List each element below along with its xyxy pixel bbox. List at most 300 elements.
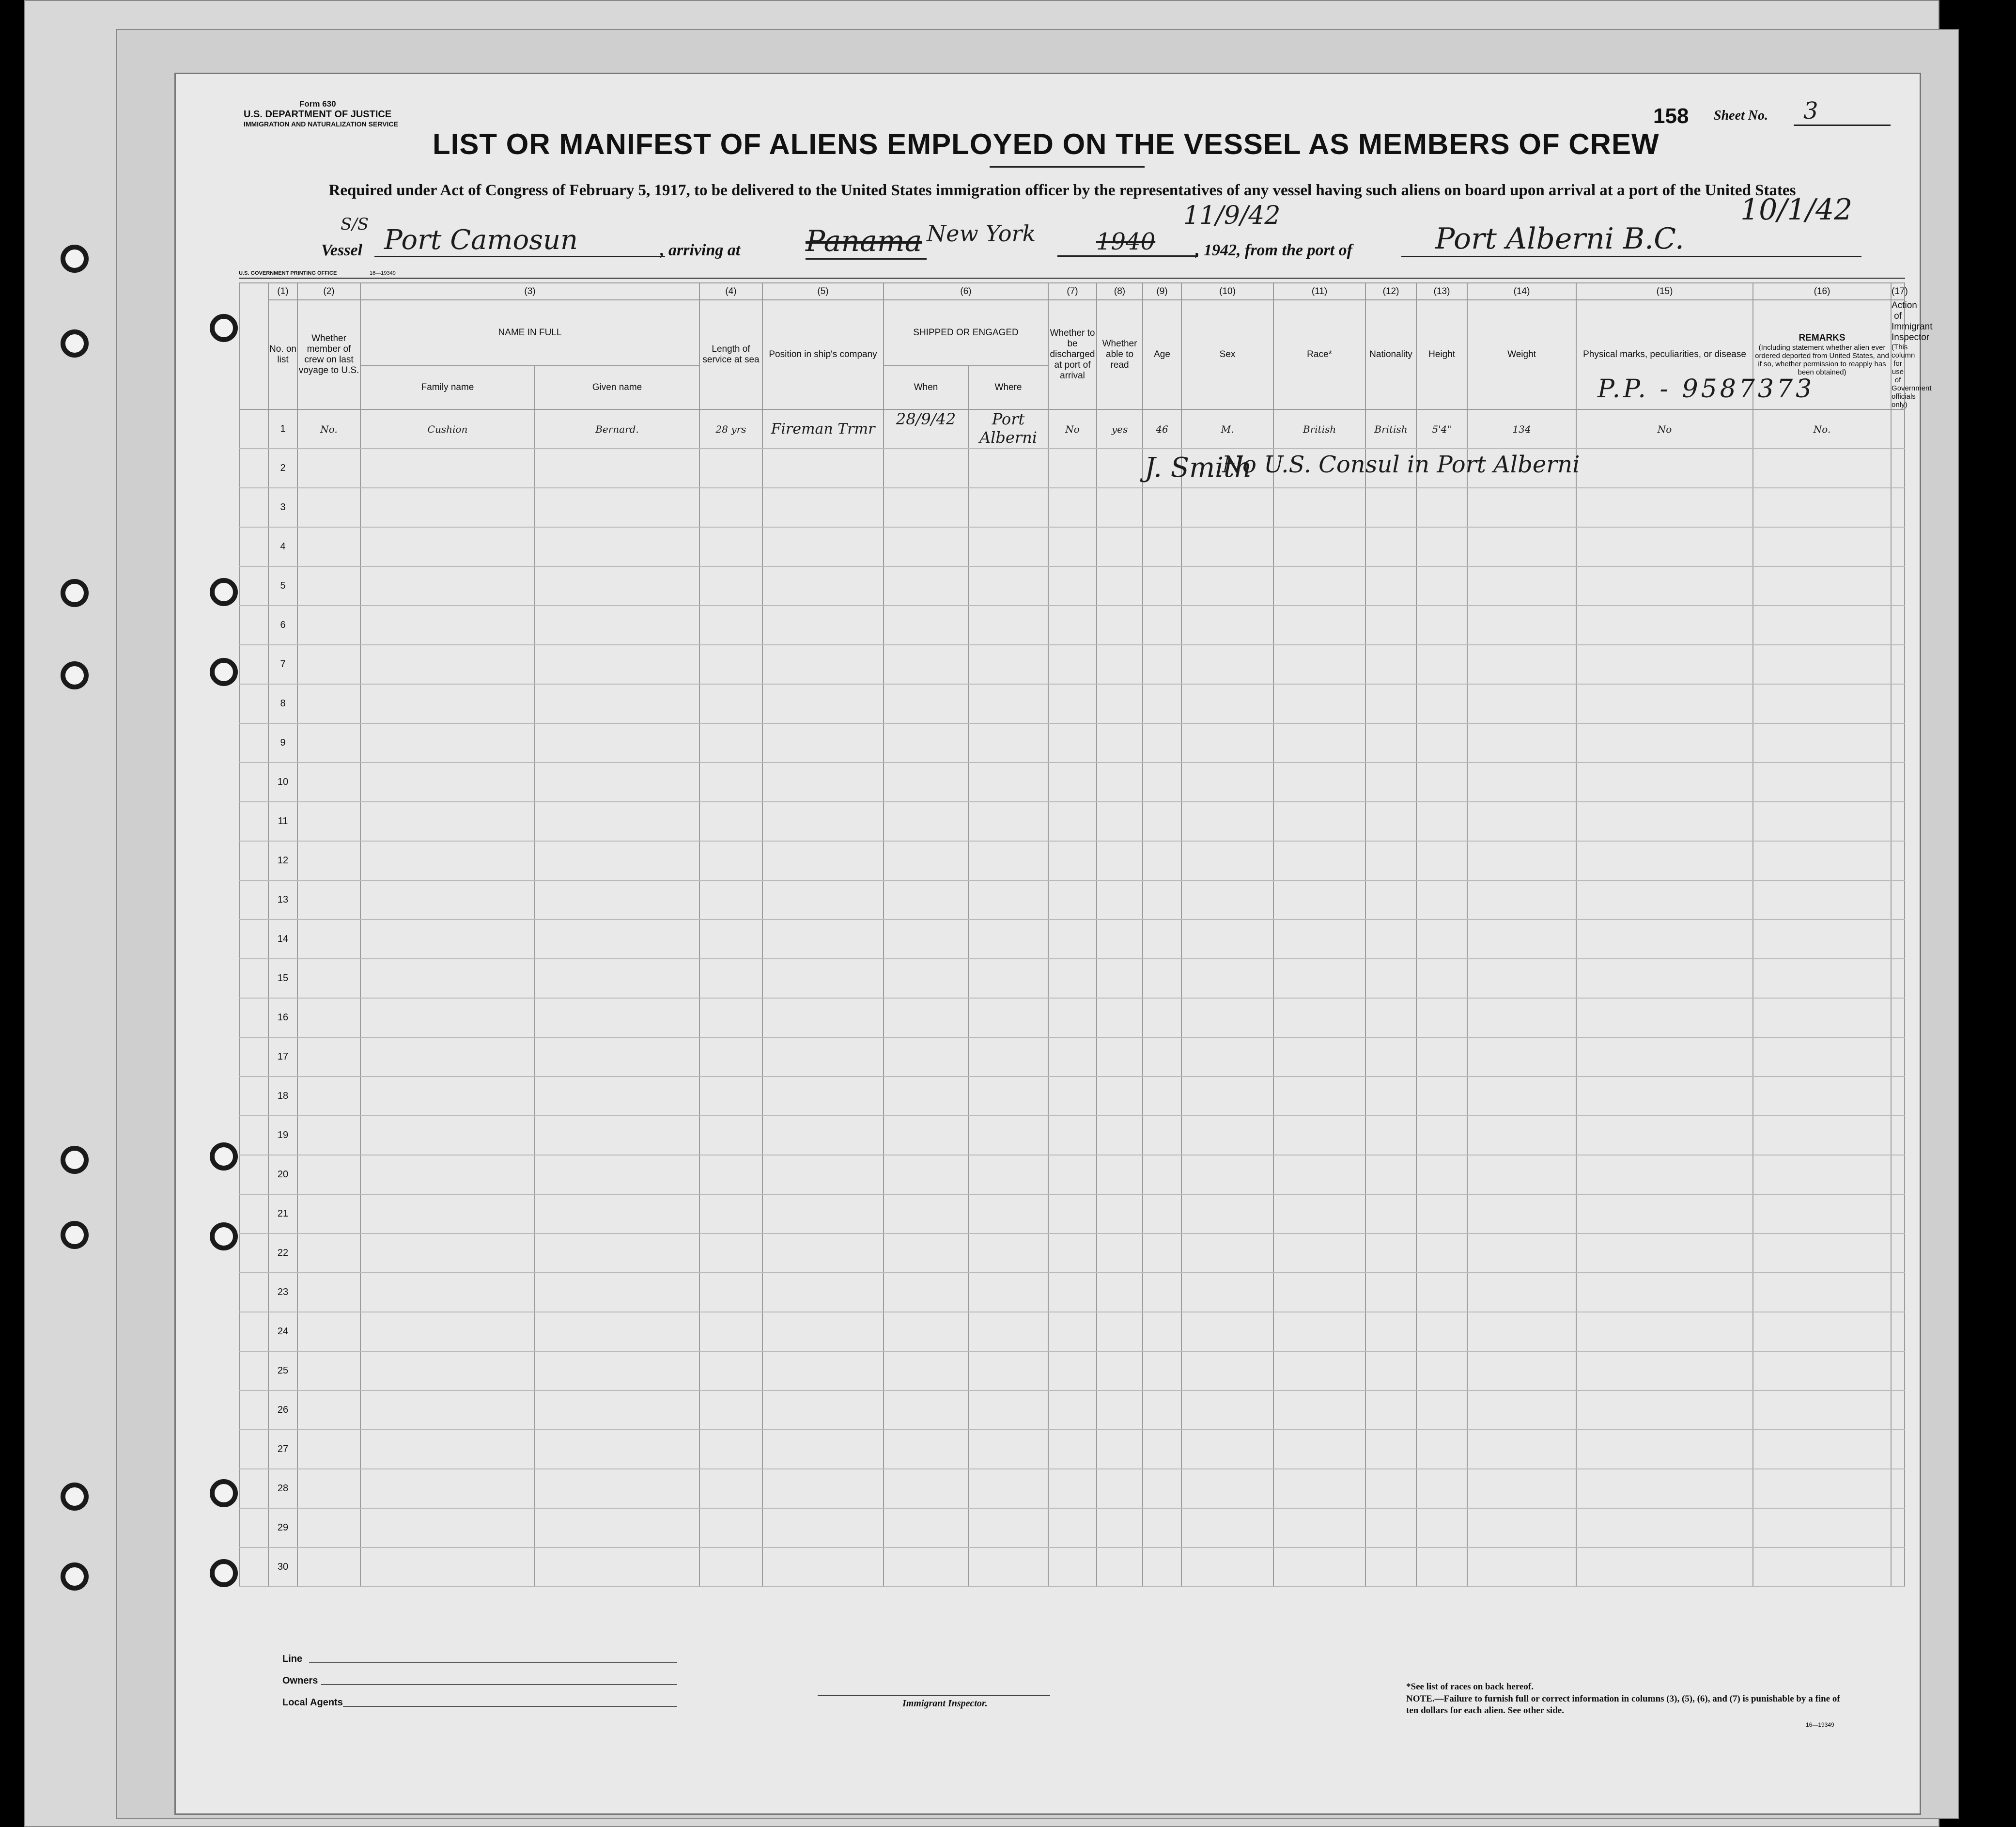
sex-cell: [1181, 1116, 1273, 1155]
col-num-4: (4): [699, 283, 762, 300]
position-cell: [762, 1390, 884, 1430]
col-num-6: (6): [884, 283, 1048, 300]
hole-cell: [239, 1234, 268, 1273]
remarks-cell: [1753, 684, 1891, 723]
age-cell: [1143, 1508, 1181, 1547]
table-row: [239, 409, 1905, 449]
service-cell: [699, 1430, 762, 1469]
given-name-cell: [535, 1273, 699, 1312]
nationality-cell: [1365, 1312, 1416, 1351]
read-cell: [1097, 606, 1143, 645]
position-cell: [762, 1351, 884, 1390]
family-name-cell: [360, 1273, 535, 1312]
discharged-cell: [1048, 763, 1097, 802]
marks-cell: [1576, 684, 1753, 723]
given-name-cell: [535, 1234, 699, 1273]
table-row: [239, 1547, 1905, 1587]
given-name-cell: [535, 1430, 699, 1469]
binder-hole: [61, 579, 89, 607]
last-voyage-cell: [297, 1194, 360, 1234]
sex-cell: [1181, 1469, 1273, 1508]
family-name-cell: [360, 1194, 535, 1234]
inspector-cell: [1891, 566, 1905, 606]
footer-owners-label: Owners: [282, 1675, 318, 1686]
col-num-14: (14): [1467, 283, 1576, 300]
race-cell: [1273, 1351, 1365, 1390]
weight-cell: [1467, 1116, 1576, 1155]
inspector-cell: [1891, 1037, 1905, 1077]
printing-code: 16—19349: [370, 270, 396, 276]
discharged-cell: [1048, 1194, 1097, 1234]
sex-cell: [1181, 1547, 1273, 1587]
binder-hole: [210, 578, 238, 606]
inspector-cell: [1891, 1351, 1905, 1390]
race-cell: [1273, 1234, 1365, 1273]
hole-cell: [239, 1351, 268, 1390]
age-cell: [1143, 920, 1181, 959]
row-number: 30: [268, 1547, 297, 1587]
sex-cell: [1181, 645, 1273, 684]
given-name-cell: [535, 841, 699, 880]
weight-cell: [1467, 1077, 1576, 1116]
col-race: Race*: [1273, 300, 1365, 409]
nationality-cell: [1365, 645, 1416, 684]
where-cell: [968, 1351, 1048, 1390]
position-cell: [762, 527, 884, 566]
read-cell: [1097, 723, 1143, 763]
row-number: 17: [268, 1037, 297, 1077]
when-cell: [884, 527, 968, 566]
remarks-cell: [1753, 1273, 1891, 1312]
vessel-name: Port Camosun: [374, 224, 665, 257]
binder-hole: [61, 661, 89, 689]
hole-cell: [239, 1194, 268, 1234]
nationality-cell: [1365, 880, 1416, 920]
arriving-struck: Panama: [806, 224, 927, 260]
discharged-cell: [1048, 1351, 1097, 1390]
hole-cell: [239, 802, 268, 841]
where-cell: [968, 684, 1048, 723]
age-cell: [1143, 1430, 1181, 1469]
col-num-5: (5): [762, 283, 884, 300]
family-name-cell: [360, 1430, 535, 1469]
inspector-cell: [1891, 1430, 1905, 1469]
sex-cell: [1181, 763, 1273, 802]
hole-cell: [239, 1116, 268, 1155]
discharged-cell: [1048, 645, 1097, 684]
age-cell: 46: [1143, 409, 1181, 449]
where-cell: [968, 959, 1048, 998]
marks-cell: [1576, 998, 1753, 1037]
read-cell: [1097, 1037, 1143, 1077]
sheet-label: Sheet No.: [1714, 108, 1768, 123]
col-num-15: (15): [1576, 283, 1753, 300]
hole-cell: [239, 1430, 268, 1469]
last-voyage-cell: [297, 1273, 360, 1312]
col-num-9: (9): [1143, 283, 1181, 300]
read-cell: [1097, 920, 1143, 959]
when-cell: [884, 684, 968, 723]
age-cell: [1143, 1547, 1181, 1587]
last-voyage-cell: [297, 1469, 360, 1508]
col-height: Height: [1416, 300, 1467, 409]
header-rule: [239, 278, 1905, 279]
remarks-cell: [1753, 723, 1891, 763]
last-voyage-cell: [297, 606, 360, 645]
height-cell: [1416, 684, 1467, 723]
sex-cell: [1181, 920, 1273, 959]
family-name-cell: [360, 880, 535, 920]
remarks-cell: [1753, 1547, 1891, 1587]
race-cell: [1273, 763, 1365, 802]
where-cell: [968, 1508, 1048, 1547]
age-cell: [1143, 1351, 1181, 1390]
col-num-10: (10): [1181, 283, 1273, 300]
race-cell: [1273, 566, 1365, 606]
inspector-cell: [1891, 449, 1905, 488]
remarks-note: (Including statement whether alien ever ordered deported from United States, and if so, whether permission to reapply has been obtained): [1755, 344, 1889, 376]
read-cell: [1097, 998, 1143, 1037]
remarks-cell: [1753, 1234, 1891, 1273]
discharged-cell: [1048, 802, 1097, 841]
sex-cell: [1181, 959, 1273, 998]
position-cell: [762, 1547, 884, 1587]
discharged-cell: [1048, 1390, 1097, 1430]
service-cell: [699, 841, 762, 880]
remarks-cell: [1753, 449, 1891, 488]
when-cell: [884, 959, 968, 998]
height-cell: [1416, 1430, 1467, 1469]
position-cell: [762, 763, 884, 802]
date-handwritten: 11/9/42: [1183, 201, 1281, 230]
col-position: Position in ship's company: [762, 300, 884, 409]
hole-cell: [239, 723, 268, 763]
remarks-passport: P.P. - 9587373: [1597, 375, 1815, 404]
row-number: 4: [268, 527, 297, 566]
remarks-cell: [1753, 1312, 1891, 1351]
remarks-cell: [1753, 1430, 1891, 1469]
table-row: [239, 763, 1905, 802]
penalty-note: [1406, 1693, 1852, 1717]
age-cell: [1143, 1469, 1181, 1508]
read-cell: [1097, 1508, 1143, 1547]
service-cell: [699, 684, 762, 723]
when-cell: [884, 488, 968, 527]
height-cell: [1416, 1194, 1467, 1234]
position-cell: [762, 1234, 884, 1273]
read-cell: [1097, 1116, 1143, 1155]
age-cell: [1143, 763, 1181, 802]
marks-cell: [1576, 763, 1753, 802]
race-cell: [1273, 920, 1365, 959]
binder-hole: [61, 1562, 89, 1591]
marks-cell: [1576, 841, 1753, 880]
race-cell: [1273, 998, 1365, 1037]
height-cell: [1416, 645, 1467, 684]
age-cell: [1143, 1037, 1181, 1077]
when-cell: [884, 1430, 968, 1469]
age-cell: [1143, 645, 1181, 684]
where-cell: [968, 1469, 1048, 1508]
position-cell: [762, 1312, 884, 1351]
where-cell: [968, 1390, 1048, 1430]
where-cell: [968, 1037, 1048, 1077]
weight-cell: [1467, 1194, 1576, 1234]
given-name-cell: [535, 880, 699, 920]
age-cell: [1143, 606, 1181, 645]
when-cell: [884, 449, 968, 488]
sex-cell: [1181, 1351, 1273, 1390]
where-cell: [968, 763, 1048, 802]
page-stamp: 158: [1653, 104, 1689, 128]
marks-cell: [1576, 1390, 1753, 1430]
weight-cell: [1467, 998, 1576, 1037]
family-name-cell: [360, 723, 535, 763]
weight-cell: [1467, 1234, 1576, 1273]
nationality-cell: [1365, 1351, 1416, 1390]
inspector-cell: [1891, 841, 1905, 880]
when-cell: [884, 566, 968, 606]
height-cell: [1416, 1116, 1467, 1155]
table-row: [239, 527, 1905, 566]
family-name-cell: [360, 763, 535, 802]
read-cell: [1097, 1430, 1143, 1469]
row-number: 24: [268, 1312, 297, 1351]
service-cell: [699, 1037, 762, 1077]
discharged-cell: [1048, 1273, 1097, 1312]
last-voyage-cell: No.: [297, 409, 360, 449]
when-cell: [884, 723, 968, 763]
age-cell: [1143, 684, 1181, 723]
last-voyage-cell: [297, 1116, 360, 1155]
hole-cell: [239, 1547, 268, 1587]
position-cell: [762, 488, 884, 527]
remarks-cell: [1753, 606, 1891, 645]
department-name: U.S. DEPARTMENT OF JUSTICE: [244, 109, 392, 120]
where-cell: [968, 998, 1048, 1037]
given-name-cell: [535, 684, 699, 723]
row-number: 6: [268, 606, 297, 645]
note-text: —Failure to furnish full or correct information in columns (3), (5), (6), and (7) is punishable by a fine of ten dollars for each alien. See other side.: [1406, 1694, 1840, 1716]
where-cell: [968, 449, 1048, 488]
remarks-cell: [1753, 841, 1891, 880]
inspector-signature-line: [818, 1695, 1050, 1696]
service-cell: [699, 1234, 762, 1273]
weight-cell: [1467, 1390, 1576, 1430]
race-cell: [1273, 802, 1365, 841]
height-cell: [1416, 566, 1467, 606]
weight-cell: [1467, 606, 1576, 645]
position-cell: [762, 1037, 884, 1077]
inspector-cell: [1891, 1273, 1905, 1312]
binder-hole: [210, 1559, 238, 1587]
service-cell: [699, 527, 762, 566]
last-voyage-cell: [297, 959, 360, 998]
marks-cell: [1576, 1430, 1753, 1469]
family-name-cell: [360, 998, 535, 1037]
row2-signature: J. Smith: [1145, 452, 1252, 484]
read-cell: [1097, 841, 1143, 880]
discharged-cell: [1048, 449, 1097, 488]
position-cell: [762, 959, 884, 998]
height-cell: [1416, 1469, 1467, 1508]
race-cell: [1273, 1077, 1365, 1116]
table-row: [239, 1508, 1905, 1547]
position-cell: [762, 1469, 884, 1508]
subtitle: Required under Act of Congress of February 5, 1917, to be delivered to the United States immigration officer by the representatives of any vessel having such aliens on board upon arrival at a port of the United States: [328, 182, 1796, 199]
when-cell: [884, 880, 968, 920]
last-voyage-cell: [297, 1312, 360, 1351]
marks-cell: [1576, 1351, 1753, 1390]
race-cell: [1273, 1273, 1365, 1312]
last-voyage-cell: [297, 1430, 360, 1469]
last-voyage-cell: [297, 566, 360, 606]
inspector-cell: [1891, 723, 1905, 763]
where-cell: [968, 488, 1048, 527]
nationality-cell: [1365, 1077, 1416, 1116]
height-cell: [1416, 1273, 1467, 1312]
height-cell: [1416, 1547, 1467, 1587]
age-cell: [1143, 1273, 1181, 1312]
when-cell: [884, 1312, 968, 1351]
read-cell: [1097, 802, 1143, 841]
sex-cell: [1181, 1037, 1273, 1077]
nationality-cell: [1365, 920, 1416, 959]
where-cell: [968, 1155, 1048, 1194]
height-cell: [1416, 527, 1467, 566]
height-cell: [1416, 841, 1467, 880]
remarks-cell: [1753, 1037, 1891, 1077]
nationality-cell: [1365, 723, 1416, 763]
given-name-cell: [535, 1469, 699, 1508]
marks-cell: [1576, 1077, 1753, 1116]
sex-cell: [1181, 606, 1273, 645]
age-cell: [1143, 723, 1181, 763]
last-voyage-cell: [297, 1037, 360, 1077]
read-cell: [1097, 488, 1143, 527]
race-cell: [1273, 1508, 1365, 1547]
height-cell: [1416, 880, 1467, 920]
race-cell: [1273, 1155, 1365, 1194]
height-cell: [1416, 1234, 1467, 1273]
family-name-cell: [360, 802, 535, 841]
sex-cell: [1181, 723, 1273, 763]
marks-cell: [1576, 1194, 1753, 1234]
row-number: 7: [268, 645, 297, 684]
service-cell: [699, 1508, 762, 1547]
position-cell: [762, 1508, 884, 1547]
discharged-cell: [1048, 1077, 1097, 1116]
race-cell: [1273, 1430, 1365, 1469]
hole-col: [239, 283, 268, 409]
height-cell: [1416, 1508, 1467, 1547]
remarks-cell: [1753, 645, 1891, 684]
nationality-cell: [1365, 527, 1416, 566]
family-name-cell: [360, 1077, 535, 1116]
hole-cell: [239, 1469, 268, 1508]
discharged-cell: [1048, 959, 1097, 998]
nationality-cell: [1365, 959, 1416, 998]
when-cell: [884, 1547, 968, 1587]
table-row: [239, 645, 1905, 684]
table-row: [239, 1390, 1905, 1430]
discharged-cell: [1048, 684, 1097, 723]
given-name-cell: [535, 763, 699, 802]
remarks-cell: [1753, 1077, 1891, 1116]
manifest-page: [174, 73, 1933, 1815]
col-shipped: SHIPPED OR ENGAGED: [884, 300, 1048, 366]
family-name-cell: [360, 1312, 535, 1351]
nationality-cell: [1365, 1469, 1416, 1508]
last-voyage-cell: [297, 763, 360, 802]
nationality-cell: [1365, 488, 1416, 527]
age-cell: [1143, 527, 1181, 566]
remarks-cell: [1753, 1155, 1891, 1194]
footer-line-label: Line: [282, 1654, 303, 1664]
height-cell: [1416, 920, 1467, 959]
position-cell: [762, 1116, 884, 1155]
remarks-cell: [1753, 998, 1891, 1037]
given-name-cell: [535, 920, 699, 959]
position-cell: [762, 1273, 884, 1312]
remarks-cell: [1753, 1194, 1891, 1234]
race-cell: [1273, 723, 1365, 763]
weight-cell: [1467, 684, 1576, 723]
marks-cell: [1576, 1234, 1753, 1273]
table-row: [239, 684, 1905, 723]
binder-hole: [61, 245, 89, 273]
weight-cell: [1467, 841, 1576, 880]
row-number: 1: [268, 409, 297, 449]
nationality-cell: [1365, 763, 1416, 802]
service-cell: [699, 1194, 762, 1234]
given-name-cell: [535, 1351, 699, 1390]
table-row: [239, 606, 1905, 645]
table-row: [239, 841, 1905, 880]
service-cell: [699, 449, 762, 488]
table-row: [239, 449, 1905, 488]
position-cell: [762, 566, 884, 606]
when-cell: [884, 1077, 968, 1116]
remarks-cell: [1753, 1508, 1891, 1547]
age-cell: [1143, 1194, 1181, 1234]
marks-cell: [1576, 1508, 1753, 1547]
service-cell: [699, 998, 762, 1037]
remarks-label: REMARKS: [1799, 333, 1845, 343]
discharged-cell: [1048, 723, 1097, 763]
table-row: [239, 1194, 1905, 1234]
service-cell: [699, 802, 762, 841]
height-cell: [1416, 998, 1467, 1037]
nationality-cell: [1365, 1234, 1416, 1273]
weight-cell: [1467, 1547, 1576, 1587]
sex-cell: [1181, 802, 1273, 841]
age-cell: [1143, 998, 1181, 1037]
nationality-cell: [1365, 802, 1416, 841]
col-inspector-action: [1891, 300, 1933, 409]
row-number: 29: [268, 1508, 297, 1547]
where-cell: [968, 645, 1048, 684]
hole-cell: [239, 527, 268, 566]
family-name-cell: [360, 1469, 535, 1508]
service-cell: [699, 1547, 762, 1587]
given-name-cell: Bernard.: [535, 409, 699, 449]
last-voyage-cell: [297, 684, 360, 723]
inspector-cell: [1891, 1547, 1905, 1587]
inspector-cell: [1891, 1312, 1905, 1351]
discharged-cell: [1048, 527, 1097, 566]
row-number: 28: [268, 1469, 297, 1508]
